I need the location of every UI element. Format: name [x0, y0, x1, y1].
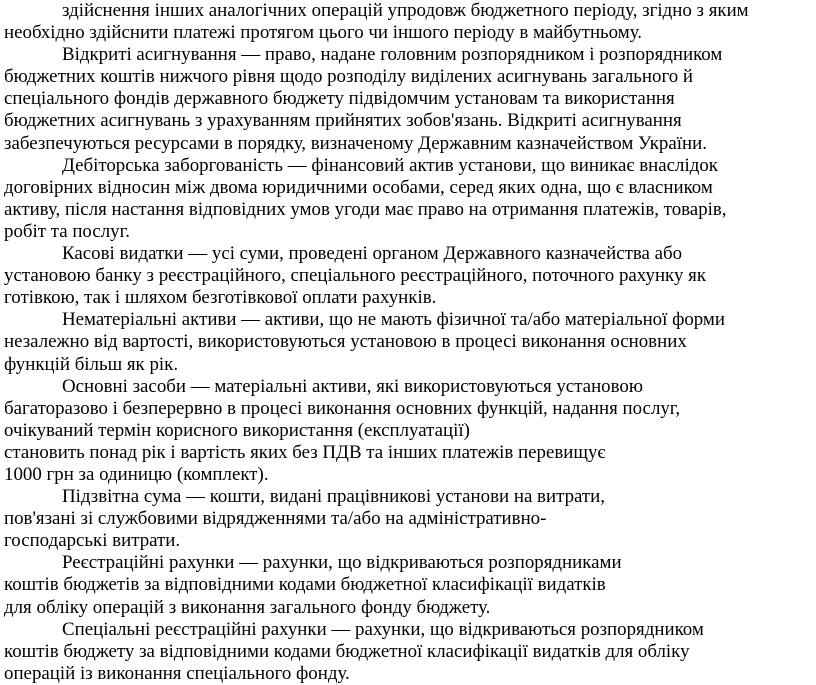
text-line: функцій більш як рік. [4, 353, 179, 375]
text-line: Спеціальні реєстраційні рахунки — рахунки, що відкриваються розпорядником [62, 618, 704, 640]
text-line: для обліку операцій з виконання загального фонду бюджету. [4, 596, 491, 618]
text-line: активу, після настання відповідних умов угоди має право на отримання платежів, товарів, [4, 198, 727, 220]
text-line: коштів бюджету за відповідними кодами бюджетної класифікації видатків для обліку [4, 640, 690, 662]
text-line: операцій із виконання спеціального фонду. [4, 662, 350, 684]
text-line: коштів бюджетів за відповідними кодами бюджетної класифікації видатків [4, 574, 606, 596]
text-line: робіт та послуг. [4, 220, 130, 242]
text-line: договірних відносин між двома юридичними особами, серед яких одна, що є власником [4, 176, 713, 198]
text-line: становить понад рік і вартість яких без ПДВ та інших платежів перевищує [4, 441, 606, 463]
text-line: Реєстраційні рахунки — рахунки, що відкриваються розпорядниками [62, 552, 622, 574]
text-line: пов'язані зі службовими відрядженнями та/або на адміністративно- [4, 508, 547, 530]
text-line: бюджетних коштів нижчого рівня щодо розподілу виділених асигнувань загального й [4, 66, 693, 88]
text-line: готівкою, так і шляхом безготівкової оплати рахунків. [4, 287, 437, 309]
text-line: 1000 грн за одиницю (комплект). [4, 463, 269, 485]
text-line: установою банку з реєстраційного, спеціального реєстраційного, поточного рахунку як [4, 265, 707, 287]
text-line: Дебіторська заборгованість — фінансовий актив установи, що виникає внаслідок [62, 154, 718, 176]
text-line: здійснення інших аналогічних операцій упродовж бюджетного періоду, згідно з яким [62, 0, 749, 21]
text-line: незалежно від вартості, використовуються установою в процесі виконання основних [4, 331, 687, 353]
text-line: господарські витрати. [4, 530, 181, 552]
text-line: Основні засоби — матеріальні активи, які використовуються установою [62, 375, 643, 397]
text-line: Нематеріальні активи — активи, що не мають фізичної та/або матеріальної форми [62, 309, 725, 331]
text-line: необхідно здійснити платежі протягом цього чи іншого періоду в майбутньому. [4, 22, 642, 44]
text-line: спеціального фондів державного бюджету підвідомчим установам та використання [4, 88, 675, 110]
text-line: Підзвітна сума — кошти, видані працівникові установи на витрати, [62, 486, 605, 508]
text-line: Касові видатки — усі суми, проведені органом Державного казначейства або [62, 243, 683, 265]
text-line: забезпечуються ресурсами в порядку, визначеному Державним казначейством України. [4, 132, 707, 154]
text-line: багаторазово і безперервно в процесі виконання основних функцій, надання послуг, [4, 397, 681, 419]
text-line: Відкриті асигнування — право, надане головним розпорядником і розпорядником [62, 44, 723, 66]
text-line: очікуваний термін корисного використання (експлуатації) [4, 419, 470, 441]
text-line: бюджетних асигнувань з урахуванням прийнятих зобов'язань. Відкриті асигнування [4, 110, 682, 132]
